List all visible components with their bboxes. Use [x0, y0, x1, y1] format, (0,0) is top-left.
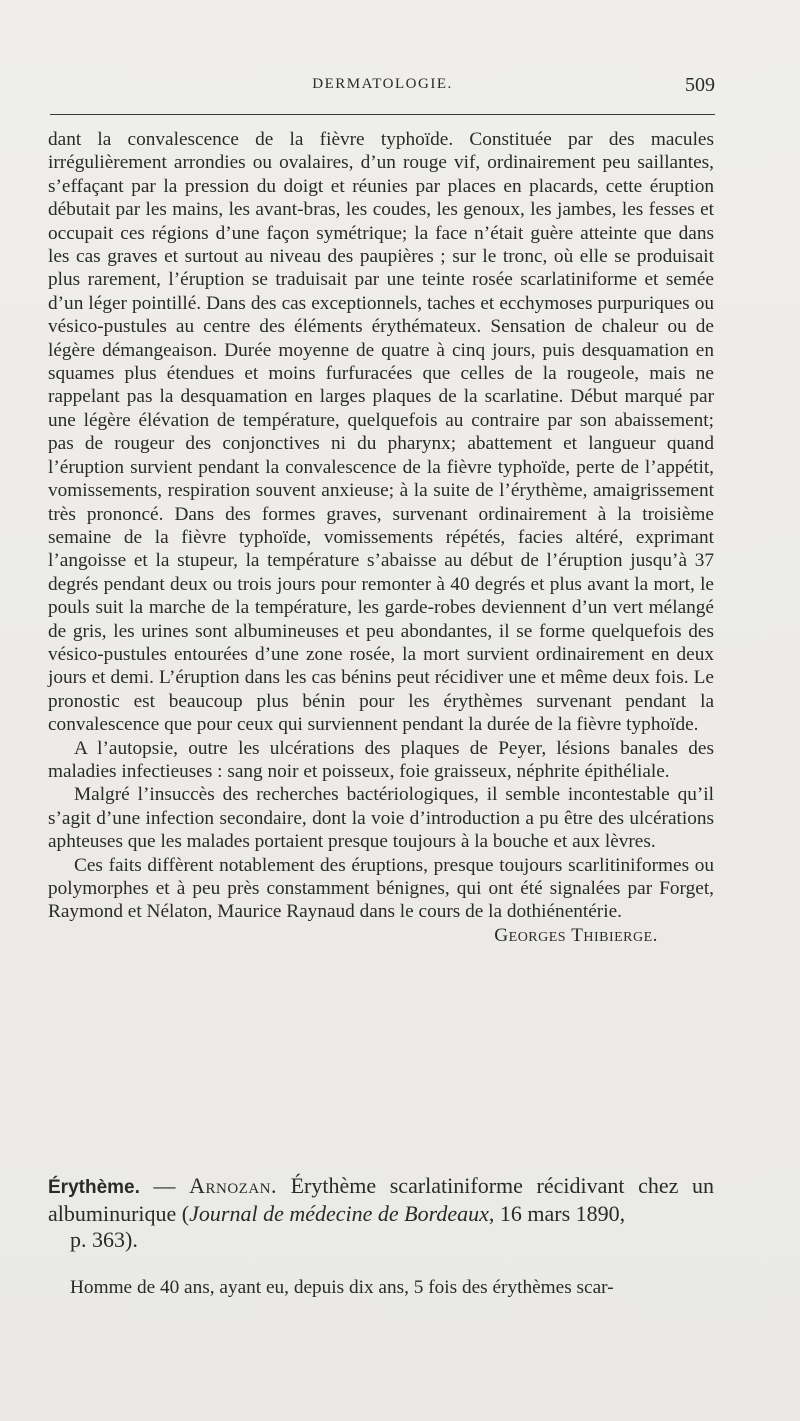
entry-journal: Journal de médecine de Bordeaux: [189, 1201, 489, 1226]
page-header: [50, 76, 715, 100]
next-paragraph-start: Homme de 40 ans, ayant eu, depuis dix ans, 5 fois des érythèmes scar-: [70, 1277, 614, 1298]
article-body: [48, 128, 714, 947]
paragraph-3: Malgré l’insuccès des recherches bactériologiques, il semble incontestable qu’il s’agit d’une infection secondaire, dont la voie d’introduction a pu être des ulcérations aphteuses que les malades portaient presque toujours à la bouche et aux lèvres.: [48, 784, 714, 853]
entry-date: , 16 mars 1890,: [488, 1201, 626, 1226]
paragraph-2: A l’autopsie, outre les ulcérations des plaques de Peyer, lésions banales des maladies infectieuses : sang noir et poisseux, foie graisseux, néphrite épithéliale.: [48, 737, 714, 782]
page-number: 509: [685, 74, 715, 96]
bibliography-entry: [48, 1173, 714, 1253]
entry-author: Arnozan.: [189, 1173, 277, 1198]
entry-text: Érythème scarlatiniforme récidivant chez un albuminurique (: [48, 1173, 714, 1226]
paragraph-4: [48, 854, 714, 946]
paragraph-1: dant la convalescence de la fièvre typhoïde. Constituée par des macules irrégulièrement arrondies ou ovalaires, d’un rouge vif, ordinairement peu saillantes, s’effaçant par la pression du doigt et réunies par places en placards, cette éruption débutait par les mains, les avant-bras, les coudes, les genoux, les jambes, les fesses et occupait ces régions d’une façon symétrique; la face n’était guère atteinte que dans les cas graves et surtout au niveau des paupières ; sur le tronc, où elle se produisait plus rarement, l’éruption se traduisait par une teinte rosée scarlatiniforme et semée d’un léger pointillé. Dans des cas exceptionnels, taches et ecchymoses purpuriques ou vésico-pustules au centre des éléments érythémateux. Sensation de chaleur ou de légère démangeaison. Durée moyenne de quatre à cinq jours, puis desquamation en squames plus étendues et moins furfuracées que celles de la rougeole, mais ne rappelant pas la desquamation en larges plaques de la scarlatine. Début marqué par une légère élévation de température, quelquefois au contraire par son abaissement; pas de rougeur des conjonctives ni du pharynx; abattement et langueur quand l’éruption survient pendant la convalescence de la fièvre typhoïde, perte de l’appétit, vomissements, respiration souvent anxieuse; à la suite de l’érythème, amaigrissement très prononcé. Dans des formes graves, survenant ordinairement à la troisième semaine de la fièvre typhoïde, vomissements répétés, facies altéré, exprimant l’angoisse et la stupeur, la température s’abaisse au début de l’éruption jusqu’à 37 degrés pendant deux ou trois jours pour remonter à 40 degrés et plus avant la mort, le pouls suit la marche de la température, les garde-robes deviennent d’un vert mélangé de gris, les urines sont albumineuses et peu abondantes, il se forme quelquefois des vésico-pustules entourées d’une zone rosée, la mort survient ordinairement en deux jours et demi. L’éruption dans les cas bénins peut récidiver une et même deux fois. Le pronostic est beaucoup plus bénin pour les érythèmes survenant pendant la convalescence que pour ceux qui surviennent pendant la durée de la fièvre typhoïde.: [48, 129, 714, 736]
running-head: DERMATOLOGIE.: [312, 76, 453, 92]
header-rule: [50, 114, 715, 115]
paragraph-4-text: Ces faits diffèrent notablement des éruptions, presque toujours scarlitiniformes ou polymorphes et à peu près constamment bénignes, qui ont été signalées par Forget, Raymond et Nélaton, Maurice Raynaud dans le cours de la dothiénentérie.: [48, 854, 714, 923]
entry-pages: p. 363).: [70, 1227, 138, 1252]
entry-title: Érythème.: [48, 1177, 140, 1198]
author-signature: Georges Thibierge.: [494, 924, 658, 946]
entry-dash: —: [139, 1173, 190, 1198]
